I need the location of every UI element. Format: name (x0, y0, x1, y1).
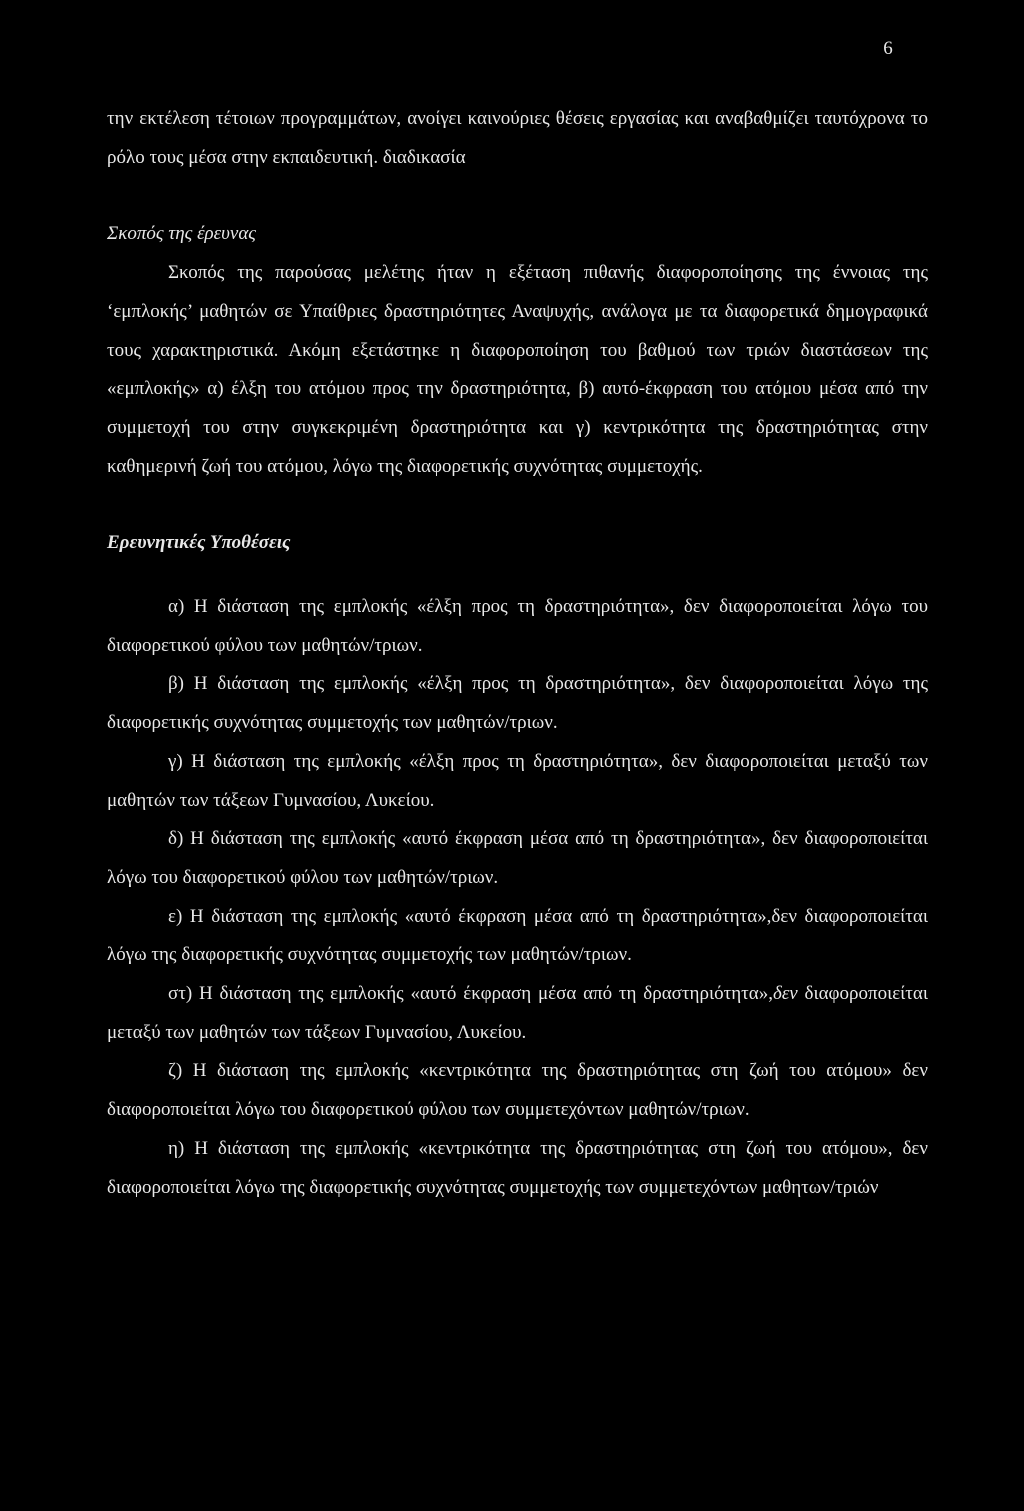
spacer (107, 177, 928, 215)
hypothesis-item: ε) Η διάσταση της εμπλοκής «αυτό έκφραση μέσα από τη δραστηριότητα»,δεν διαφοροποιείται λόγω της διαφορετικής συχνότητας συμμετοχής των μαθητών/τριων. (107, 905, 928, 966)
aim-paragraph: Σκοπός της παρούσας μελέτης ήταν η εξέταση πιθανής διαφοροποίησης της έννοιας της ‘εμπλοκής’ μαθητών σε Υπαίθριες δραστηριότητες Αναψυχής, ανάλογα με τα διαφορετικά δημογραφικά τους χαρακτηριστικά. Ακόμη εξετάστηκε η διαφοροποίηση του βαθμού των τριών διαστάσεων της «εμπλοκής» α) έλξη του ατόμου προς την δραστηριότητα, β) αυτό-έκφραση του ατόμου μέσα από την συμμετοχή του στην συγκεκριμένη δραστηριότητα και γ) κεντρικότητα της δραστηριότητας στην καθημερινή ζωή του ατόμου, λόγω της διαφορετικής συχνότητας συμμετοχής. (107, 262, 928, 477)
hypothesis-italic-word: δεν (772, 983, 798, 1005)
hypothesis-item: β) Η διάσταση της εμπλοκής «έλξη προς τη δραστηριότητα», δεν διαφοροποιείται λόγω της διαφορετικής συχνότητας συμμετοχής των μαθητών/τριων. (107, 673, 928, 734)
page-number: 6 (883, 38, 893, 59)
hypothesis-item: η) Η διάσταση της εμπλοκής «κεντρικότητα της δραστηριότητας στη ζωή του ατόμου», δεν διαφοροποιείται λόγω της διαφορετικής συχνότητας συμμετοχής των συμμετεχόντων μαθητων/τριών (107, 1137, 928, 1198)
hypothesis-item: γ) Η διάσταση της εμπλοκής «έλξη προς τη δραστηριότητα», δεν διαφοροποιείται μεταξύ των μαθητών των τάξεων Γυμνασίου, Λυκείου. (107, 750, 928, 811)
document-body (107, 100, 928, 1207)
hypothesis-item: ζ) Η διάσταση της εμπλοκής «κεντρικότητα της δραστηριότητας στη ζωή του ατόμου» δεν διαφοροποιείται λόγω του διαφορετικού φύλου των συμμετεχόντων μαθητών/τριων. (107, 1060, 928, 1121)
hypothesis-item: δ) Η διάσταση της εμπλοκής «αυτό έκφραση μέσα από τη δραστηριότητα», δεν διαφοροποιείται λόγω του διαφορετικού φύλου των μαθητών/τριων. (107, 828, 928, 888)
spacer (107, 486, 928, 524)
intro-paragraph: την εκτέλεση τέτοιων προγραμμάτων, ανοίγει καινούριες θέσεις εργασίας και αναβαθμίζει ταυτόχρονα το ρόλο τους μέσα στην εκπαιδευτική. διαδικασία (107, 108, 928, 168)
hypothesis-item (107, 975, 928, 1052)
hypothesis-item: α) Η διάσταση της εμπλοκής «έλξη προς τη δραστηριότητα», δεν διαφοροποιείται λόγω του διαφορετικού φύλου των μαθητών/τριων. (107, 596, 928, 656)
section-heading-aim: Σκοπός της έρευνας (107, 223, 257, 245)
hypothesis-text: διαφοροποιείται μεταξύ των μαθητών των τάξεων Γυμνασίου, Λυκείου. (107, 983, 928, 1043)
section-heading-hypotheses: Ερευνητικές Υποθέσεις (107, 532, 291, 554)
hypothesis-text: στ) Η διάσταση της εμπλοκής «αυτό έκφραση μέσα από τη δραστηριότητα», (168, 983, 773, 1005)
spacer (107, 563, 928, 588)
